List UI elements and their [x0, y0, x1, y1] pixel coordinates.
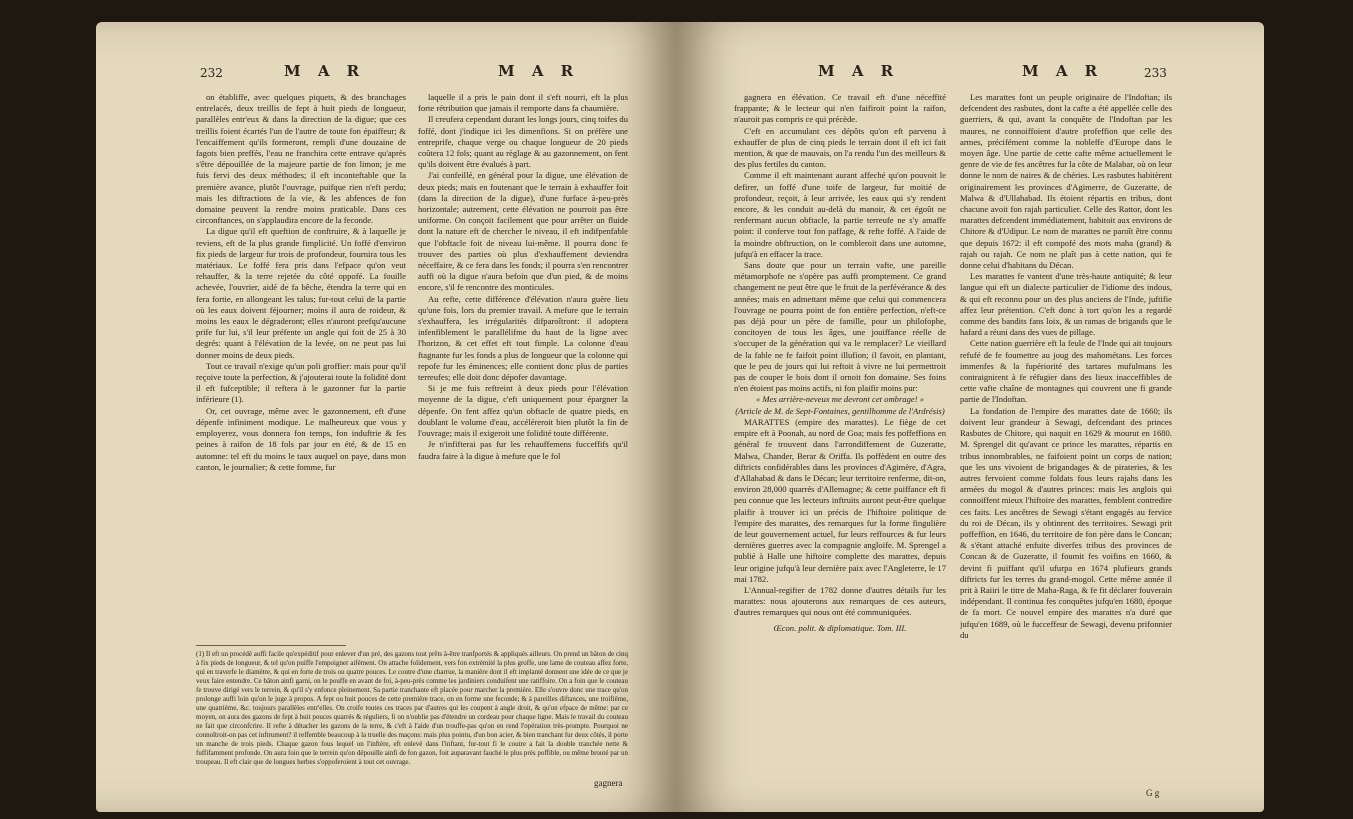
paragraph: on établiffe, avec quelques piquets, & des branchages entrelacés, deux treillis de fept à huit pieds de longueur, parallèles entr'eux & dans la direction de la digue; que ces treillis foient écartés l'un de l'autre de toute fon épaiffeur; & l'encaiffement qu'ils formeront, rempli d'une douzaine de fagots bien preffés, l'eau ne franchira cette entrave qu'après s'être dépouillée de la majeure partie de fon limon; je me fuis fervi des deux méthodes; il eft inconteftable que la première avance, plutôt l'ouvrage, puifque rien n'eft perdu; mais les diftractions de la vie, & les abfences de fon domaine peuvent la rendre moins praticable. Dans ces circonftances, on s'applaudira encore de la feconde. — [196, 92, 406, 226]
paragraph: Sans doute que pour un terrain vafte, une pareille métamorphofe ne s'opère pas auffi promptement. Ce grand changement ne peut être que le fruit de la perfévérance & des années; mais en admettant même que celui qui commencera l'ouvrage ne pourra point de fon entière perfection, n'eft-ce pas déjà pour un père de famille, pour un philofophe, concitoyen de tous les âges, une jouiffance réelle de s'occuper de la génération qui va le remplacer? Le vieillard de la fable ne fe faifoit point illufion; il favoit, en plantant, que le peu de jours qui lui reftoit à vivre ne lui permettroit pas de couper le bois dont il ornoit fon domaine. Ses foins n'en étoient pas moins actifs, ni fon plaifir moins pur: — [734, 260, 946, 394]
paragraph: gagnera en élévation. Ce travail eft d'une néceffité frappante; & le lecteur qui n'en faifiroit point la raifon, n'auroit pas compris ce qui précède. — [734, 92, 946, 125]
article-attribution: (Article de M. de Sept-Fontaines, gentilhomme de l'Ardrésis) — [735, 405, 945, 416]
right-column-2 — [960, 92, 1172, 641]
paragraph: MARATTES (empire des marattes). Le fiège de cet empire eft à Poonah, au nord de Goa; mais fes poffeffions en général fe trouvent dans l'arrondiffement de Guzeratte, Malwa, Chander, Berar & Oriffa. Ils poffèdent en outre des diftricts confidérables dans les provinces d'Agimère, d'Agra, d'Allahabad & dans le Décan; leur territoire renferme, dit-on, environ 28,000 quarrés d'Allemagne; & cette puiffance eft fi peu connue que les lecteurs inftruits auront peut-être quelque plaifir à trouver ici un précis de l'hiftoire politique de l'empire des marattes, des remarques fur la forme fingulière de leur gouvernement actuel, fur leurs reffources & fur leurs dernières guerres avec la compagnie angloife. M. Sprengel a publié à Halle une hiftoire complette des marattes, depuis leur origine jufqu'à leur dernière paix avec l'Angleterre, le 17 mai 1782. — [734, 416, 946, 584]
paragraph: Je n'infifterai pas fur les rehauffemens fucceffifs qu'il faudra faire à la digue à mefure que le fol — [418, 439, 628, 461]
right-column-1 — [734, 92, 946, 634]
paragraph: Tout ce travail n'exige qu'un poli groffier: mais pour qu'il reçoive toute la perfection, & j'ajouterai toute la folidité dont il eft fufceptible; il reftera à le gazonner fur la partie inférieure (1). — [196, 360, 406, 405]
catchword: gagnera — [594, 778, 623, 788]
page-number-right: 233 — [1144, 66, 1167, 80]
paragraph: La fondation de l'empire des marattes date de 1660; ils doivent leur grandeur à Sewagi, defcendant des princes Rasbutes de Chitore, qui naquit en 1629 & mourut en 1680. M. Sprengel dit qu'avant ce prince les marattes, répartis en tribus innombrables, ne faifoient point un corps de nation; que les uns vivoient de brigandages & de pirateries, & les autres fervoient comme foldats fous leurs rajahs dans les armées du mogol & d'autres princes: mais les anglois qui connoiffent mieux l'hiftoire des marattes, femblent contredire ces faits. Les ancêtres de Sewagi s'étant engagés au fervice du roi de Décan, ils y obtinrent des territoires. Sewagi prit poffeffion, en 1646, du territoire de fon père dans le Concan; & s'étant attaché enfuite diverfes tribus des provinces de Concan & de Guzeratte, il foumit fes voifins en 1660, & devint fi puiffant qu'il ufurpa en 1674 plufieurs grands diftricts fur les terres du grand-mogol. Cette même année il prit à Raiiri le titre de Maha-Raga, & fe fit déclarer fouverain indépendant. Il continua fes conquêtes jufqu'en 1680, époque de fa mort. Ce nouvel empire des marattes n'a duré que jufqu'en 1689, où le fucceffeur de Sewagi, devenu prifonnier du — [960, 405, 1172, 640]
paragraph: laquelle il a pris le pain dont il s'eft nourri, eft la plus forte rétribution que jamais il remporte dans fa chaumière. — [418, 92, 628, 114]
paragraph: Au refte, cette différence d'élévation n'aura guère lieu qu'une fois, lors du premier travail. A mefure que le terrain s'exhauffera, les irrégularités difparoîtront: il adoptera infenfiblement le parallélifme du haut de la ligne avec l'horizon, & cet effet eft tout fimple. La colonne d'eau ftagnante fur les fonds a plus de longueur que la colonne qui repofe fur les éminences; elle contient donc plus de parties terreufes; elle doit donc dépofer davantage. — [418, 293, 628, 383]
paragraph: Comme il eft maintenant aurant affeché qu'on pouvoit le defirer, un foffé d'une toife de largeur, fur moitié de profondeur, reçoit, à leur arrivée, les eaux qui s'y rendent encore, & les conduit au-delà du manoir, & cet égoût ne renfermant aucun obftacle, la partie terreufe ne s'y amaffe point: il conferve tout fon paffage, & refte foffé. A l'aide de la moindre obftruction, on le combleroit dans une automne, jufqu'à en effacer la trace. — [734, 170, 946, 259]
page-number-left: 232 — [200, 66, 223, 80]
paragraph: L'Annual-regifter de 1782 donne d'autres détails fur les marattes: nous ajouterons aux remarques de ces auteurs, d'autres remarques qui nous ont été communiquées. — [734, 584, 946, 618]
verse-quote: « Mes arrière-neveux me devront cet ombrage! » — [755, 394, 925, 405]
paragraph: Or, cet ouvrage, même avec le gazonnement, eft d'une dépenfe infiniment modique. Le malheureux que vous y employerez, vous donnera fon temps, fon induftrie & fes peines à raifon de 18 fols par jour en été, & de 15 en automne: tel eft du moins le taux auquel on paye, dans mon canton, le journalier; & cette fomme, fur — [196, 405, 406, 472]
paragraph: Si je me fuis reftreint à deux pieds pour l'élévation moyenne de la digue, c'eft uniquement pour épargner la dépenfe. On fent affez qu'un obftacle de quatre pieds, en doublant le volume d'eau, accéléreroit bien plutôt la fin de l'ouvrage; mais il exigeroit une folidité toute différente. — [418, 383, 628, 439]
paragraph: Cette nation guerrière eft la feule de l'Inde qui ait toujours refufé de fe foumettre au joug des mahométans. Les forces immenfes & la fupériorité des tartares mufulmans les contraignirent à fe réfugier dans des lieux inacceffibles de cette vafte chaîne de montagnes qui couvrent une fi grande partie de l'Indoftan. — [960, 338, 1172, 405]
paragraph: J'ai confeillé, en général pour la digue, une élévation de deux pieds; mais en foutenant que le terrain à exhauffer foit (dans la direction de la digue), d'une furface à-peu-près horizontale; autrement, cette élévation ne pourroit pas être uniforme. On conçoit facilement que pour arrêter un fluide dont la nature eft de chercher le niveau, il eft indifpenfable que l'obftacle foit de niveau lui-même. Il pourra donc fe trouver des parties où plus d'exhauffement deviendra néceffaire, & ce fera dans les fonds; il pourra s'en rencontrer auffi où la digue n'aura befoin que d'un pied, & de moins encore, s'il fe rencontre des monticules. — [418, 170, 628, 293]
running-head-right-1: M A R — [818, 62, 900, 80]
paragraph: Il creufera cependant durant les longs jours, cinq toifes du foffé, dont j'indique ici les dimenfions. Si on préfère une entreprife, chaque verge ou chaque longueur de 20 pieds coûtera 12 fols; quant au règlage & au gazonnement, on fent qu'ils doivent être évalués à part. — [418, 114, 628, 170]
paragraph: Les marattes font un peuple originaire de l'Indoftan; ils defcendent des rasbutes, dont la cafte a été appellée celle des guerriers, & qui, avant la conquête de l'Indoftan par les maures, ne connoiffoient d'autre profeffion que celle des armes, précifément comme la nobleffe d'Europe dans le moyen âge. Une partie de cette cafte même actuellement le genre de vie de fes ancêtres fur la côte de Malabar, où on leur donne le nom de naires & de chéries. Les rasbutes habitèrent originairement les provinces d'Agimerre, de Guzeratte, de Malwa & d'Ullahabad. Ils étoient répartis en tribus, dont chacune avoit fon rajah particulier. Celle des Rattor, dont les marattes defcendent immédiatement, habitoit aux environs de Chitore & d'Udipur. Le nom de marattes ne paroît être connu que depuis 1672: il eft compofé des mots maha (grand) & rajah ou rajah. Ce nom ne plaît pas à cette nation, qui fe donne celui d'habitans du Décan. — [960, 92, 1172, 271]
running-head-left-1: M A R — [284, 62, 366, 80]
signature-line: Œcon. polit. & diplomatique. Tom. III. — [773, 622, 907, 633]
footnote: (1) Il eft un procédé auffi facile qu'expéditif pour enlever d'un pré, des gazons tout prêts à-être tranfportés & appliqués ailleurs. On prend un bâton de cinq à fix pieds de longueur, & tel qu'on puiffe l'empoigner aifément. On attache folidement, vers fon extrémité la plus groffe, une lame de couteau affez forte, qui en traverfe le diamètre, & qui en forte de trois ou quatre pouces. Le coutre d'une charrue, la manière dont il eft implanté donnent une idée de ce que je veux faire entendre. Ce bâton ainfi garni, on le pouffe en avant de foi, à-peu-près comme les jardiniers conduifent une ratiffoire. On a foin que le couteau fe trouve dirigé vers le terrein, & qu'il s'y enfonce pleinement. Sa partie tranchante eft placée pour marcher la première. Elle s'ouvre donc une trace qu'on prolonge auffi loin qu'on le juge à propos. A fept ou huit pouces de cette première trace, on en forme une feconde; & à pareilles diftances, une troifième, une quatrième, &c. toujours parallèles entr'elles. On croife toutes ces traces par d'autres qui les coupent à angle droit, & qu'on efpace de même: par ce moyen, on aura des gazons de fept à huit pouces quarrés & réguliers, fi on n'oublie pas d'étendre un cordeau pour chaque ligne. Mais le travail du couteau ne fait que circonfcrire. Il refte à détacher les gazons de la terre, & c'eft à l'aide d'un trouffe-pas qu'on en rend l'opération très-prompte. Pourquoi ne connoîtroit-on pas cet inftrument? il reffemble beaucoup à la truelle des maçons: mais plus pointu, d'un bon acier, & bien tranchant fur deux côtés, il porte un manche de trois pieds. Chaque gazon fous lequel on l'inftère, eft enlevé dans l'inftant, fur-tout fi le coutre a fait la double tranchée nette & fuffifamment profonde. On aura foin que le terrein qu'on dépouille ainfi de fon gazon, foit auparavant fauché le plus près poffible, ou même brouté par un troupeau. Il eft clair que de longues herbes s'oppoferoient à tout cet ouvrage. — [196, 650, 628, 766]
right-page — [676, 22, 1264, 812]
footnote-rule — [196, 645, 346, 646]
paragraph: Les marattes fe vantent d'une très-haute antiquité; & leur langue qui eft un dialecte particulier de l'idiome des indous, & qui eft reconnu pour un des plus anciens de l'Inde, juftifie affez leur prétention. C'eft donc à tort qu'on les a regardé comme des bandits fans loix, & un ramas de brigands que le hafard a réuni dans des vues de pillage. — [960, 271, 1172, 338]
left-page — [96, 22, 676, 812]
running-head-left-2: M A R — [498, 62, 580, 80]
running-head-right-2: M A R — [1022, 62, 1104, 80]
paragraph: La digue qu'il eft queftion de conftruire, & à laquelle je reviens, eft de la plus grande fimplicité. Un foffé d'environ fix pieds de largeur fur trois de profondeur, fournira tous les matériaux. Le foffé fera pris dans l'efpace qu'on veut rehauffer, & la terre rejetée du côté oppofé. La fouille achevée, l'ouvrier, aidé de fa bêche, étendra la terre qui en fera fortie, en allongeant les talus; fur-tout celui de la partie où les eaux doivent féjourner; moins il aura de roideur, & moins les eaux le dégraderont; elles n'auront prefqu'aucune prife fur lui, s'il leur préfente un angle qui foit de 25 à 30 degrés: quant à l'élévation de la levée, on ne peut pas lui donner moins de deux pieds. — [196, 226, 406, 360]
left-column-1 — [196, 92, 406, 473]
signature-mark: G g — [1146, 788, 1160, 798]
paragraph: C'eft en accumulant ces dépôts qu'on eft parvenu à exhauffer de plus de cinq pieds le terrain dont il eft ici fait mention, & que de mauvais, on l'a rendu l'un des meilleurs & des plus fertiles du canton. — [734, 125, 946, 170]
left-column-2 — [418, 92, 628, 462]
